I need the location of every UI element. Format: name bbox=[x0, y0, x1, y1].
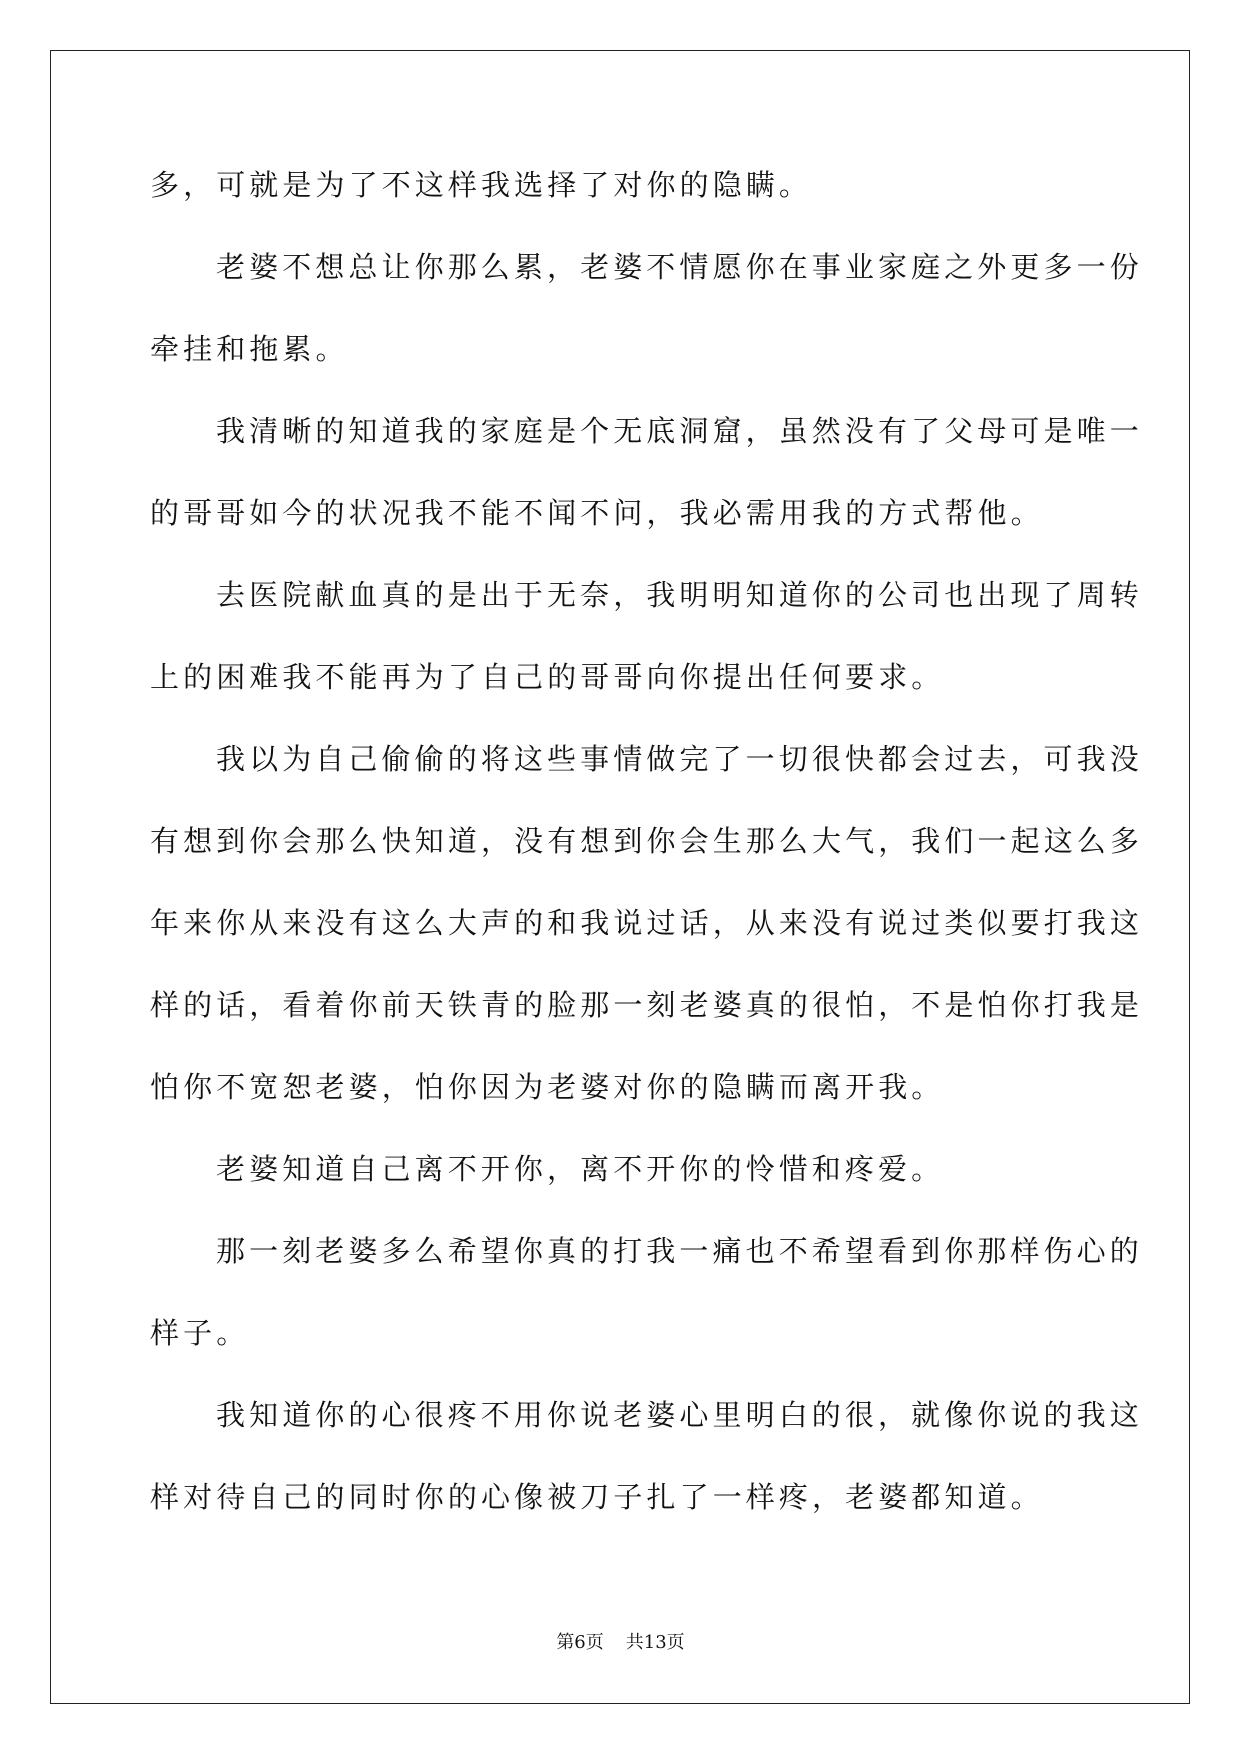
text-line: 怕你不宽恕老婆，怕你因为老婆对你的隐瞒而离开我。 bbox=[150, 1070, 945, 1104]
text-line: 样子。 bbox=[150, 1316, 250, 1350]
text-line: 我清晰的知道我的家庭是个无底洞窟，虽然没有了父母可是唯一 bbox=[216, 414, 1143, 448]
text-line: 的哥哥如今的状况我不能不闻不问，我必需用我的方式帮他。 bbox=[150, 496, 1044, 530]
text-line: 我知道你的心很疼不用你说老婆心里明白的很，就像你说的我这 bbox=[216, 1398, 1143, 1432]
text-line: 年来你从来没有这么大声的和我说过话，从来没有说过类似要打我这 bbox=[150, 906, 1144, 940]
text-line: 上的困难我不能再为了自己的哥哥向你提出任何要求。 bbox=[150, 660, 945, 694]
text-line: 老婆知道自己离不开你，离不开你的怜惜和疼爱。 bbox=[216, 1152, 945, 1186]
page-number: 第6页 bbox=[556, 1632, 604, 1653]
text-line: 老婆不想总让你那么累，老婆不情愿你在事业家庭之外更多一份 bbox=[216, 250, 1143, 284]
text-line: 样的话，看着你前天铁青的脸那一刻老婆真的很怕，不是怕你打我是 bbox=[150, 988, 1144, 1022]
text-line: 去医院献血真的是出于无奈，我明明知道你的公司也出现了周转 bbox=[216, 578, 1143, 612]
text-line: 样对待自己的同时你的心像被刀子扎了一样疼，老婆都知道。 bbox=[150, 1480, 1044, 1514]
document-body bbox=[150, 160, 1144, 1554]
text-line: 有想到你会那么快知道，没有想到你会生那么大气，我们一起这么多 bbox=[150, 824, 1144, 858]
page-footer bbox=[0, 1628, 1241, 1654]
text-line: 我以为自己偷偷的将这些事情做完了一切很快都会过去，可我没 bbox=[216, 742, 1143, 776]
text-line: 牵挂和拖累。 bbox=[150, 332, 349, 366]
text-line: 那一刻老婆多么希望你真的打我一痛也不希望看到你那样伤心的 bbox=[216, 1234, 1143, 1268]
page-total: 共13页 bbox=[625, 1632, 685, 1653]
text-line: 多，可就是为了不这样我选择了对你的隐瞒。 bbox=[150, 168, 813, 202]
